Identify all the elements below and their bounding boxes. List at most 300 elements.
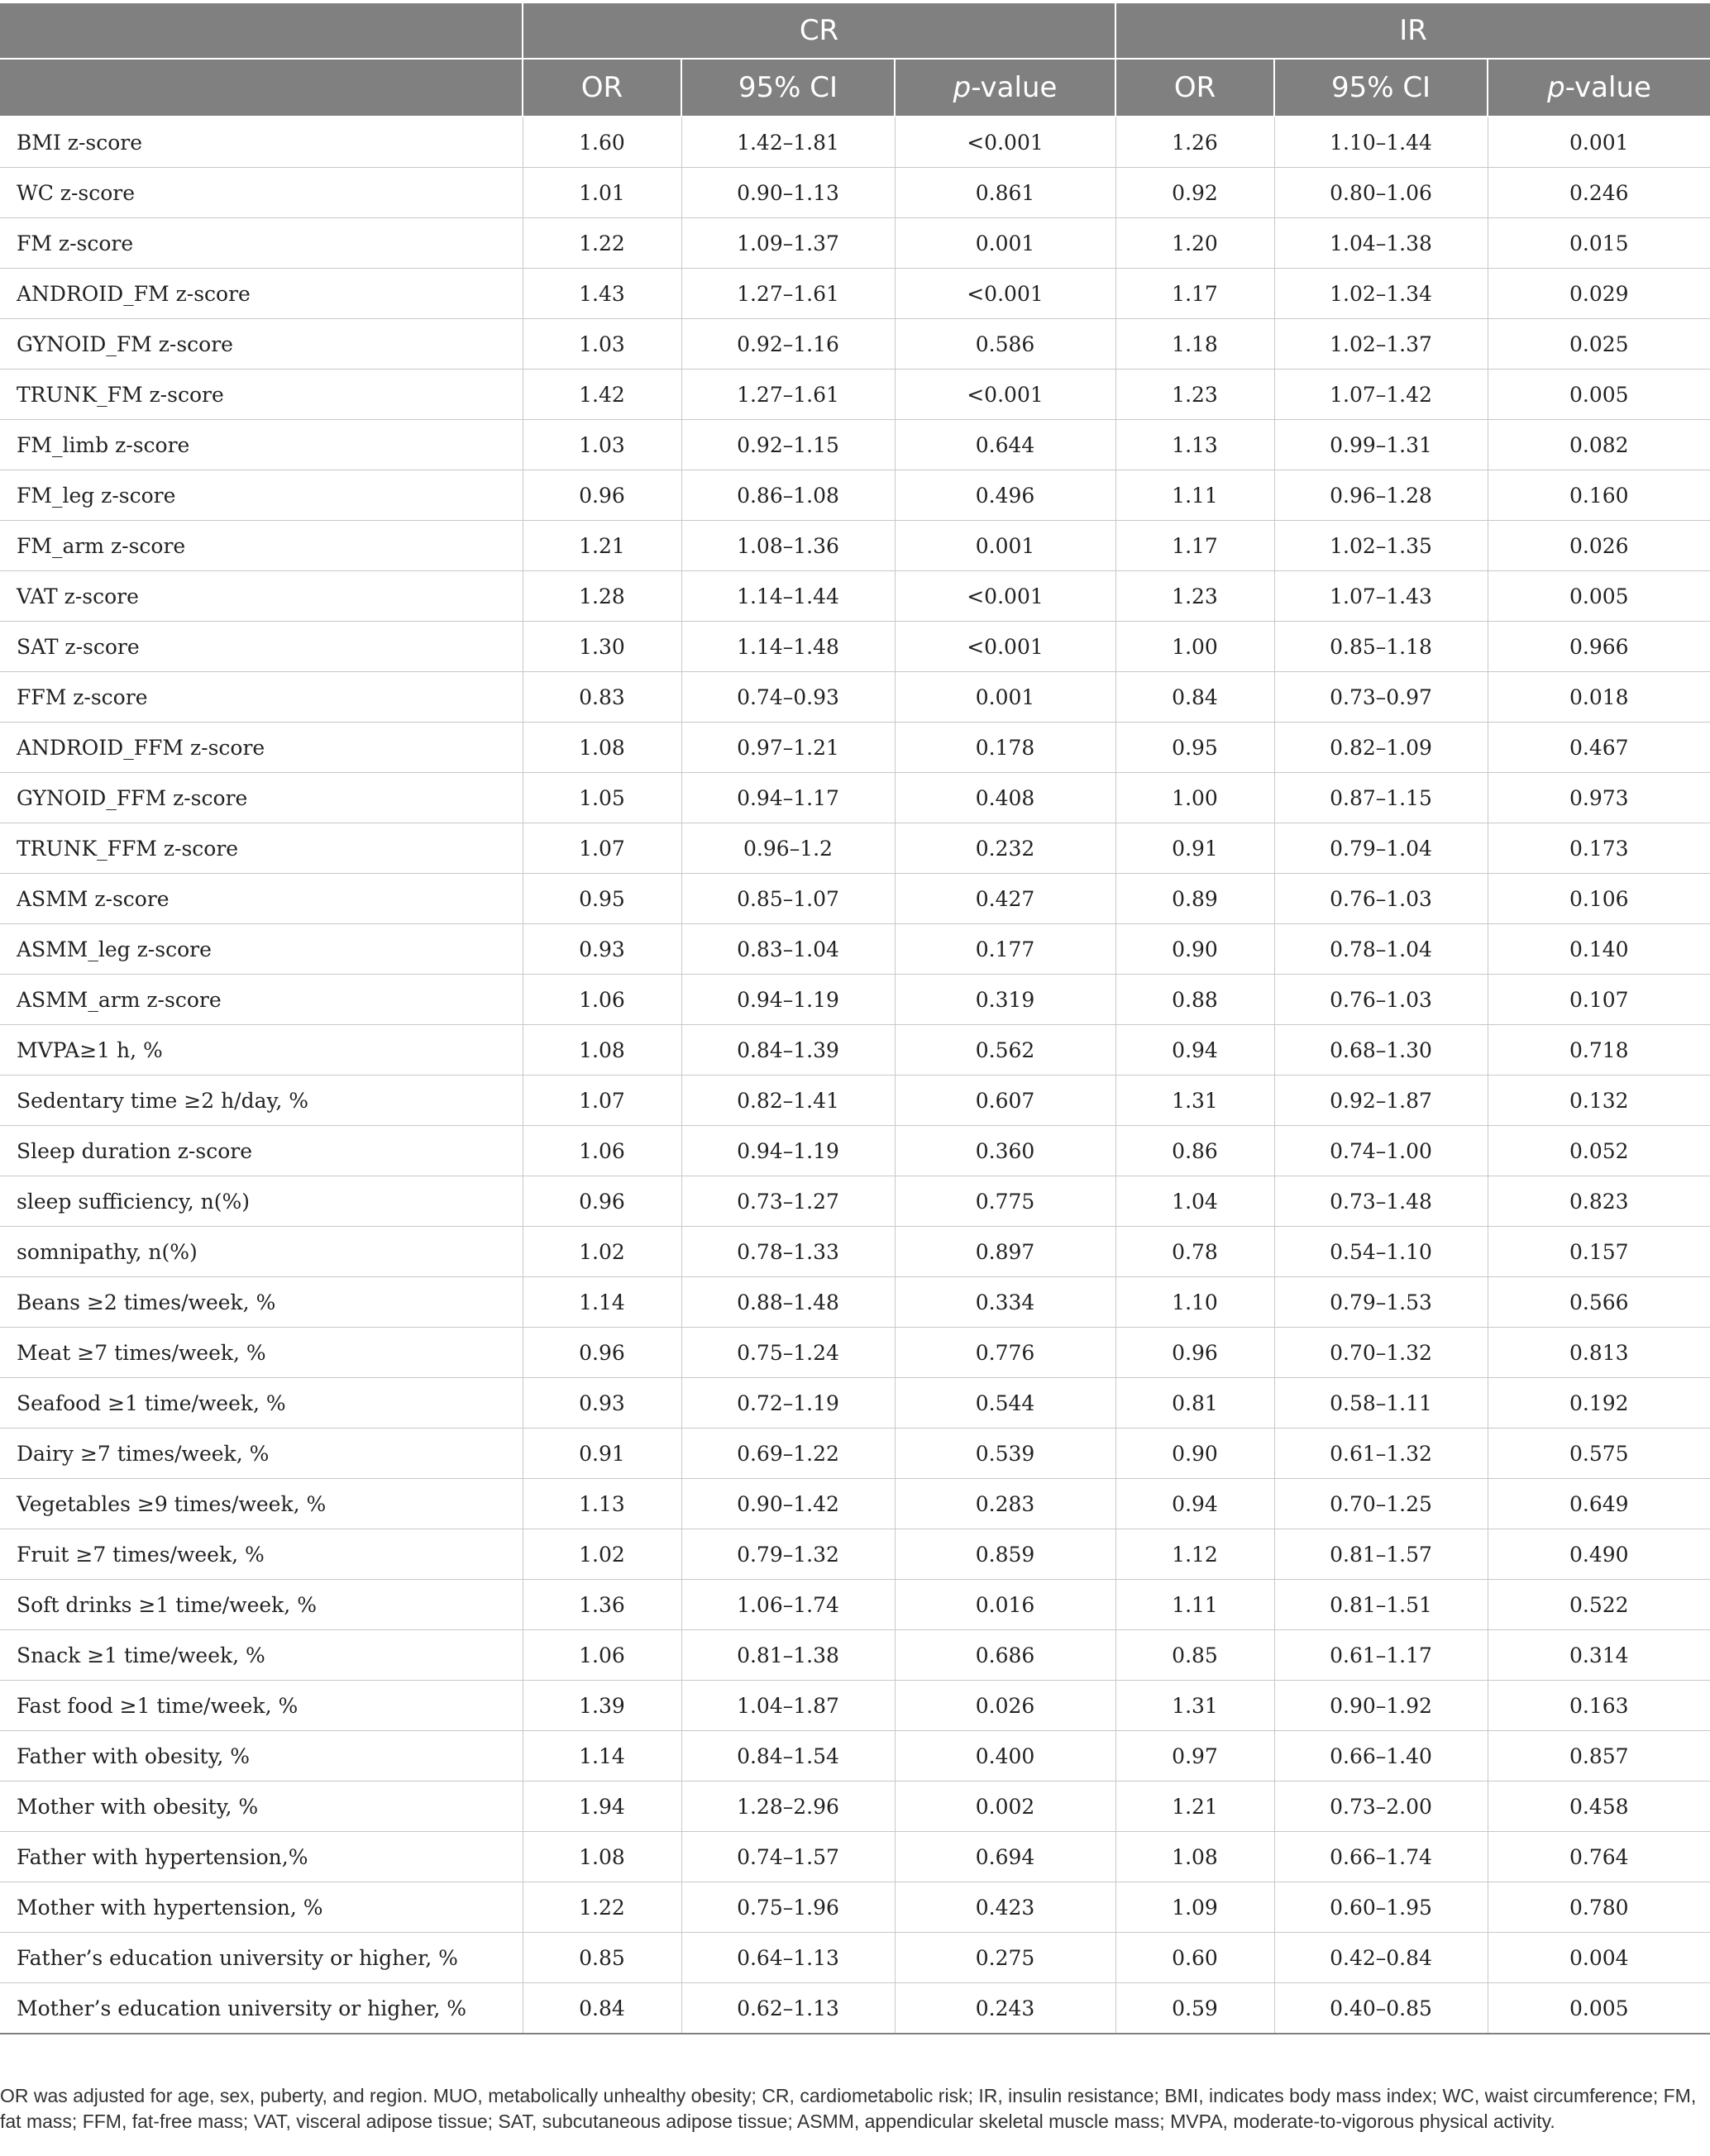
cr-ci-cell: 1.14–1.48: [681, 622, 895, 672]
cr-ci-cell: 0.92–1.15: [681, 420, 895, 470]
table-row: [0, 1176, 1710, 1227]
cr-ci-cell: 0.78–1.33: [681, 1227, 895, 1277]
cr-pvalue-cell: 0.861: [895, 168, 1115, 218]
cr-or-cell: 1.06: [523, 1126, 681, 1176]
table-row: [0, 1933, 1710, 1983]
cr-or-cell: 0.95: [523, 874, 681, 924]
ir-pvalue-cell: 0.458: [1488, 1782, 1710, 1832]
table-row: [0, 1025, 1710, 1076]
ir-pvalue-cell: 0.157: [1488, 1227, 1710, 1277]
cr-ci-cell: 0.69–1.22: [681, 1429, 895, 1479]
row-label-cell: MVPA≥1 h, %: [0, 1025, 523, 1076]
table-row: [0, 1076, 1710, 1126]
ir-ci-cell: 0.81–1.51: [1274, 1580, 1488, 1630]
ir-or-cell: 1.31: [1115, 1076, 1274, 1126]
ir-ci-cell: 0.73–1.48: [1274, 1176, 1488, 1227]
table-row: [0, 420, 1710, 470]
cr-ci-cell: 1.09–1.37: [681, 218, 895, 269]
table-body: [0, 117, 1710, 2034]
ir-or-cell: 0.59: [1115, 1983, 1274, 2034]
ir-pvalue-cell: 0.192: [1488, 1378, 1710, 1429]
ir-pvalue-cell: 0.132: [1488, 1076, 1710, 1126]
ir-pvalue-cell: 0.005: [1488, 571, 1710, 622]
table-row: [0, 1580, 1710, 1630]
cr-or-cell: 1.28: [523, 571, 681, 622]
ir-pvalue-cell: 0.490: [1488, 1529, 1710, 1580]
cr-pvalue-cell: 0.275: [895, 1933, 1115, 1983]
cr-ci-cell: 0.72–1.19: [681, 1378, 895, 1429]
cr-pvalue-cell: 0.232: [895, 823, 1115, 874]
ir-or-cell: 0.97: [1115, 1731, 1274, 1782]
cr-pvalue-cell: 0.360: [895, 1126, 1115, 1176]
table-row: [0, 319, 1710, 370]
cr-ci-cell: 1.28–2.96: [681, 1782, 895, 1832]
ir-or-cell: 0.92: [1115, 168, 1274, 218]
table-row: [0, 1681, 1710, 1731]
ir-ci-cell: 1.02–1.37: [1274, 319, 1488, 370]
ir-ci-cell: 0.76–1.03: [1274, 874, 1488, 924]
ir-or-cell: 0.94: [1115, 1025, 1274, 1076]
row-label-cell: Seafood ≥1 time/week, %: [0, 1378, 523, 1429]
row-label-cell: ANDROID_FFM z-score: [0, 723, 523, 773]
ir-pvalue-cell: 0.026: [1488, 521, 1710, 571]
ir-ci-cell: 0.76–1.03: [1274, 975, 1488, 1025]
cr-or-cell: 0.96: [523, 1176, 681, 1227]
ir-ci-cell: 1.10–1.44: [1274, 117, 1488, 168]
ir-pvalue-cell: 0.973: [1488, 773, 1710, 823]
table-row: [0, 622, 1710, 672]
ir-or-cell: 1.17: [1115, 269, 1274, 319]
ir-pvalue-cell: 0.082: [1488, 420, 1710, 470]
cr-ci-cell: 0.88–1.48: [681, 1277, 895, 1328]
header-ir-ci: 95% CI: [1274, 59, 1488, 117]
table-row: [0, 1882, 1710, 1933]
table-row: [0, 975, 1710, 1025]
cr-or-cell: 0.96: [523, 470, 681, 521]
table-row: [0, 1328, 1710, 1378]
row-label-cell: GYNOID_FFM z-score: [0, 773, 523, 823]
cr-or-cell: 1.03: [523, 319, 681, 370]
cr-or-cell: 1.07: [523, 1076, 681, 1126]
cr-pvalue-cell: <0.001: [895, 571, 1115, 622]
ir-or-cell: 1.11: [1115, 1580, 1274, 1630]
row-label-cell: Sedentary time ≥2 h/day, %: [0, 1076, 523, 1126]
cr-or-cell: 1.22: [523, 1882, 681, 1933]
ir-or-cell: 0.90: [1115, 924, 1274, 975]
cr-ci-cell: 0.75–1.24: [681, 1328, 895, 1378]
ir-ci-cell: 0.82–1.09: [1274, 723, 1488, 773]
table-row: [0, 1227, 1710, 1277]
cr-pvalue-cell: 0.539: [895, 1429, 1115, 1479]
cr-ci-cell: 0.84–1.54: [681, 1731, 895, 1782]
cr-or-cell: 1.05: [523, 773, 681, 823]
ir-pvalue-cell: 0.522: [1488, 1580, 1710, 1630]
ir-ci-cell: 0.85–1.18: [1274, 622, 1488, 672]
ir-or-cell: 0.84: [1115, 672, 1274, 723]
header-cr-or: OR: [523, 59, 681, 117]
row-label-cell: FM_leg z-score: [0, 470, 523, 521]
cr-pvalue-cell: 0.002: [895, 1782, 1115, 1832]
p-suffix: -value: [1564, 71, 1651, 104]
row-label-cell: Fast food ≥1 time/week, %: [0, 1681, 523, 1731]
cr-or-cell: 1.02: [523, 1529, 681, 1580]
ir-or-cell: 1.10: [1115, 1277, 1274, 1328]
cr-pvalue-cell: 0.562: [895, 1025, 1115, 1076]
row-label-cell: TRUNK_FFM z-score: [0, 823, 523, 874]
ir-pvalue-cell: 0.813: [1488, 1328, 1710, 1378]
row-label-cell: Sleep duration z-score: [0, 1126, 523, 1176]
cr-pvalue-cell: 0.016: [895, 1580, 1115, 1630]
ir-ci-cell: 0.90–1.92: [1274, 1681, 1488, 1731]
cr-pvalue-cell: 0.775: [895, 1176, 1115, 1227]
header-group-cr: CR: [523, 3, 1115, 59]
odds-ratio-table: [0, 3, 1710, 2034]
ir-pvalue-cell: 0.173: [1488, 823, 1710, 874]
cr-or-cell: 1.13: [523, 1479, 681, 1529]
row-label-cell: FFM z-score: [0, 672, 523, 723]
ir-ci-cell: 0.81–1.57: [1274, 1529, 1488, 1580]
ir-pvalue-cell: 0.004: [1488, 1933, 1710, 1983]
ir-ci-cell: 0.92–1.87: [1274, 1076, 1488, 1126]
cr-or-cell: 1.08: [523, 1832, 681, 1882]
ir-or-cell: 1.31: [1115, 1681, 1274, 1731]
ir-or-cell: 0.81: [1115, 1378, 1274, 1429]
ir-or-cell: 0.94: [1115, 1479, 1274, 1529]
row-label-cell: GYNOID_FM z-score: [0, 319, 523, 370]
ir-or-cell: 0.60: [1115, 1933, 1274, 1983]
table-row: [0, 470, 1710, 521]
row-label-cell: Dairy ≥7 times/week, %: [0, 1429, 523, 1479]
cr-ci-cell: 0.74–0.93: [681, 672, 895, 723]
ir-ci-cell: 0.61–1.32: [1274, 1429, 1488, 1479]
cr-or-cell: 1.39: [523, 1681, 681, 1731]
cr-pvalue-cell: 0.427: [895, 874, 1115, 924]
cr-pvalue-cell: 0.686: [895, 1630, 1115, 1681]
cr-pvalue-cell: 0.859: [895, 1529, 1115, 1580]
table-row: [0, 1126, 1710, 1176]
ir-pvalue-cell: 0.015: [1488, 218, 1710, 269]
cr-ci-cell: 1.06–1.74: [681, 1580, 895, 1630]
row-label-cell: SAT z-score: [0, 622, 523, 672]
ir-or-cell: 0.88: [1115, 975, 1274, 1025]
cr-ci-cell: 0.79–1.32: [681, 1529, 895, 1580]
cr-or-cell: 0.93: [523, 924, 681, 975]
ir-pvalue-cell: 0.029: [1488, 269, 1710, 319]
cr-pvalue-cell: 0.607: [895, 1076, 1115, 1126]
ir-ci-cell: 0.66–1.74: [1274, 1832, 1488, 1882]
cr-ci-cell: 0.86–1.08: [681, 470, 895, 521]
table-row: [0, 1378, 1710, 1429]
cr-ci-cell: 0.97–1.21: [681, 723, 895, 773]
row-label-cell: VAT z-score: [0, 571, 523, 622]
row-label-cell: Father with obesity, %: [0, 1731, 523, 1782]
row-label-cell: Fruit ≥7 times/week, %: [0, 1529, 523, 1580]
cr-or-cell: 1.01: [523, 168, 681, 218]
cr-or-cell: 1.14: [523, 1277, 681, 1328]
ir-pvalue-cell: 0.823: [1488, 1176, 1710, 1227]
table-row: [0, 823, 1710, 874]
table-row: [0, 773, 1710, 823]
ir-pvalue-cell: 0.107: [1488, 975, 1710, 1025]
p-suffix: -value: [971, 71, 1058, 104]
cr-pvalue-cell: 0.400: [895, 1731, 1115, 1782]
cr-or-cell: 0.85: [523, 1933, 681, 1983]
row-label-cell: ANDROID_FM z-score: [0, 269, 523, 319]
p-italic: p: [1547, 71, 1565, 104]
row-label-cell: Father with hypertension,%: [0, 1832, 523, 1882]
ir-ci-cell: 0.68–1.30: [1274, 1025, 1488, 1076]
table-row: [0, 1782, 1710, 1832]
cr-ci-cell: 1.14–1.44: [681, 571, 895, 622]
ir-pvalue-cell: 0.163: [1488, 1681, 1710, 1731]
table-row: [0, 723, 1710, 773]
ir-ci-cell: 1.07–1.43: [1274, 571, 1488, 622]
cr-pvalue-cell: 0.001: [895, 521, 1115, 571]
cr-ci-cell: 0.81–1.38: [681, 1630, 895, 1681]
row-label-cell: Vegetables ≥9 times/week, %: [0, 1479, 523, 1529]
table-row: [0, 1277, 1710, 1328]
ir-ci-cell: 0.80–1.06: [1274, 168, 1488, 218]
cr-ci-cell: 1.27–1.61: [681, 370, 895, 420]
ir-or-cell: 1.17: [1115, 521, 1274, 571]
ir-or-cell: 1.00: [1115, 773, 1274, 823]
cr-or-cell: 1.08: [523, 723, 681, 773]
ir-pvalue-cell: 0.246: [1488, 168, 1710, 218]
cr-or-cell: 1.07: [523, 823, 681, 874]
ir-ci-cell: 0.87–1.15: [1274, 773, 1488, 823]
ir-pvalue-cell: 0.314: [1488, 1630, 1710, 1681]
ir-ci-cell: 1.04–1.38: [1274, 218, 1488, 269]
header-ir-pvalue: [1488, 59, 1710, 117]
ir-ci-cell: 1.02–1.35: [1274, 521, 1488, 571]
row-label-cell: Soft drinks ≥1 time/week, %: [0, 1580, 523, 1630]
header-cr-ci: 95% CI: [681, 59, 895, 117]
row-label-cell: FM_limb z-score: [0, 420, 523, 470]
ir-or-cell: 1.11: [1115, 470, 1274, 521]
ir-ci-cell: 1.02–1.34: [1274, 269, 1488, 319]
ir-ci-cell: 0.40–0.85: [1274, 1983, 1488, 2034]
ir-ci-cell: 0.79–1.04: [1274, 823, 1488, 874]
cr-or-cell: 0.84: [523, 1983, 681, 2034]
cr-pvalue-cell: 0.177: [895, 924, 1115, 975]
cr-pvalue-cell: <0.001: [895, 117, 1115, 168]
header-ir-or: OR: [1115, 59, 1274, 117]
table-footnote: OR was adjusted for age, sex, puberty, and region. MUO, metabolically unhealthy obesity; CR, cardiometabolic risk; IR, insulin resistance; BMI, indicates body mass index; WC, waist circumference; FM, fat mass; FFM, fat-free mass; VAT, visceral adipose tissue; SAT, subcutaneous adipose tissue; ASMM, appendicular skeletal muscle mass; MVPA, moderate-to-vigorous physical activity.: [0, 2085, 1697, 2132]
table-row: [0, 924, 1710, 975]
ir-ci-cell: 0.78–1.04: [1274, 924, 1488, 975]
ir-pvalue-cell: 0.857: [1488, 1731, 1710, 1782]
cr-ci-cell: 1.04–1.87: [681, 1681, 895, 1731]
ir-pvalue-cell: 0.052: [1488, 1126, 1710, 1176]
row-label-cell: ASMM_leg z-score: [0, 924, 523, 975]
ir-pvalue-cell: 0.566: [1488, 1277, 1710, 1328]
header-label-cell: [0, 59, 523, 117]
ir-or-cell: 0.85: [1115, 1630, 1274, 1681]
ir-pvalue-cell: 0.966: [1488, 622, 1710, 672]
row-label-cell: FM z-score: [0, 218, 523, 269]
header-empty-cell: [0, 3, 523, 59]
cr-ci-cell: 1.42–1.81: [681, 117, 895, 168]
ir-ci-cell: 0.70–1.25: [1274, 1479, 1488, 1529]
ir-or-cell: 1.21: [1115, 1782, 1274, 1832]
ir-or-cell: 1.12: [1115, 1529, 1274, 1580]
row-label-cell: ASMM_arm z-score: [0, 975, 523, 1025]
cr-pvalue-cell: 0.319: [895, 975, 1115, 1025]
row-label-cell: BMI z-score: [0, 117, 523, 168]
cr-or-cell: 1.06: [523, 975, 681, 1025]
ir-or-cell: 1.18: [1115, 319, 1274, 370]
cr-or-cell: 1.03: [523, 420, 681, 470]
row-label-cell: Mother with hypertension, %: [0, 1882, 523, 1933]
cr-ci-cell: 1.08–1.36: [681, 521, 895, 571]
cr-pvalue-cell: <0.001: [895, 370, 1115, 420]
ir-ci-cell: 0.99–1.31: [1274, 420, 1488, 470]
table-row: [0, 874, 1710, 924]
table-row: [0, 1983, 1710, 2034]
cr-or-cell: 0.93: [523, 1378, 681, 1429]
table-row: [0, 370, 1710, 420]
ir-pvalue-cell: 0.005: [1488, 1983, 1710, 2034]
cr-pvalue-cell: 0.776: [895, 1328, 1115, 1378]
ir-or-cell: 0.86: [1115, 1126, 1274, 1176]
cr-pvalue-cell: 0.897: [895, 1227, 1115, 1277]
ir-ci-cell: 0.74–1.00: [1274, 1126, 1488, 1176]
ir-pvalue-cell: 0.001: [1488, 117, 1710, 168]
ir-or-cell: 1.08: [1115, 1832, 1274, 1882]
ir-or-cell: 0.96: [1115, 1328, 1274, 1378]
row-label-cell: ASMM z-score: [0, 874, 523, 924]
ir-or-cell: 0.89: [1115, 874, 1274, 924]
header-cr-pvalue: [895, 59, 1115, 117]
cr-ci-cell: 0.96–1.2: [681, 823, 895, 874]
cr-pvalue-cell: 0.496: [895, 470, 1115, 521]
cr-or-cell: 1.22: [523, 218, 681, 269]
cr-pvalue-cell: 0.026: [895, 1681, 1115, 1731]
cr-pvalue-cell: 0.644: [895, 420, 1115, 470]
table-row: [0, 1731, 1710, 1782]
row-label-cell: Meat ≥7 times/week, %: [0, 1328, 523, 1378]
table-row: [0, 1529, 1710, 1580]
ir-pvalue-cell: 0.140: [1488, 924, 1710, 975]
ir-pvalue-cell: 0.764: [1488, 1832, 1710, 1882]
table-row: [0, 672, 1710, 723]
cr-ci-cell: 0.94–1.17: [681, 773, 895, 823]
ir-or-cell: 1.26: [1115, 117, 1274, 168]
ir-ci-cell: 0.73–2.00: [1274, 1782, 1488, 1832]
cr-or-cell: 1.30: [523, 622, 681, 672]
table-row: [0, 168, 1710, 218]
table-row: [0, 1832, 1710, 1882]
cr-ci-cell: 0.90–1.13: [681, 168, 895, 218]
ir-pvalue-cell: 0.025: [1488, 319, 1710, 370]
ir-ci-cell: 0.70–1.32: [1274, 1328, 1488, 1378]
table-row: [0, 571, 1710, 622]
ir-or-cell: 1.09: [1115, 1882, 1274, 1933]
cr-or-cell: 1.43: [523, 269, 681, 319]
cr-pvalue-cell: 0.243: [895, 1983, 1115, 2034]
cr-pvalue-cell: 0.283: [895, 1479, 1115, 1529]
ir-or-cell: 1.04: [1115, 1176, 1274, 1227]
table-row: [0, 521, 1710, 571]
row-label-cell: TRUNK_FM z-score: [0, 370, 523, 420]
cr-pvalue-cell: 0.694: [895, 1832, 1115, 1882]
ir-or-cell: 1.00: [1115, 622, 1274, 672]
header-group-ir: IR: [1115, 3, 1710, 59]
cr-ci-cell: 0.62–1.13: [681, 1983, 895, 2034]
ir-pvalue-cell: 0.160: [1488, 470, 1710, 521]
ir-or-cell: 1.23: [1115, 370, 1274, 420]
cr-ci-cell: 0.73–1.27: [681, 1176, 895, 1227]
row-label-cell: WC z-score: [0, 168, 523, 218]
ir-ci-cell: 0.66–1.40: [1274, 1731, 1488, 1782]
ir-or-cell: 1.20: [1115, 218, 1274, 269]
ir-or-cell: 1.23: [1115, 571, 1274, 622]
cr-ci-cell: 0.75–1.96: [681, 1882, 895, 1933]
table-header: [0, 3, 1710, 117]
cr-ci-cell: 1.27–1.61: [681, 269, 895, 319]
cr-or-cell: 1.02: [523, 1227, 681, 1277]
cr-pvalue-cell: 0.001: [895, 218, 1115, 269]
row-label-cell: Father’s education university or higher, %: [0, 1933, 523, 1983]
table-row: [0, 269, 1710, 319]
cr-pvalue-cell: 0.544: [895, 1378, 1115, 1429]
table-row: [0, 1479, 1710, 1529]
ir-ci-cell: 0.73–0.97: [1274, 672, 1488, 723]
ir-ci-cell: 0.60–1.95: [1274, 1882, 1488, 1933]
ir-ci-cell: 0.96–1.28: [1274, 470, 1488, 521]
cr-ci-cell: 0.85–1.07: [681, 874, 895, 924]
cr-pvalue-cell: 0.586: [895, 319, 1115, 370]
row-label-cell: Mother’s education university or higher, %: [0, 1983, 523, 2034]
cr-ci-cell: 0.64–1.13: [681, 1933, 895, 1983]
row-label-cell: Beans ≥2 times/week, %: [0, 1277, 523, 1328]
row-label-cell: sleep sufficiency, n(%): [0, 1176, 523, 1227]
row-label-cell: somnipathy, n(%): [0, 1227, 523, 1277]
cr-ci-cell: 0.94–1.19: [681, 1126, 895, 1176]
cr-or-cell: 1.42: [523, 370, 681, 420]
cr-or-cell: 1.60: [523, 117, 681, 168]
table-row: [0, 218, 1710, 269]
cr-or-cell: 1.06: [523, 1630, 681, 1681]
ir-pvalue-cell: 0.467: [1488, 723, 1710, 773]
ir-pvalue-cell: 0.718: [1488, 1025, 1710, 1076]
cr-or-cell: 1.36: [523, 1580, 681, 1630]
cr-pvalue-cell: 0.408: [895, 773, 1115, 823]
cr-ci-cell: 0.90–1.42: [681, 1479, 895, 1529]
ir-ci-cell: 0.79–1.53: [1274, 1277, 1488, 1328]
table-row: [0, 1429, 1710, 1479]
ir-pvalue-cell: 0.649: [1488, 1479, 1710, 1529]
ir-ci-cell: 0.54–1.10: [1274, 1227, 1488, 1277]
cr-pvalue-cell: 0.001: [895, 672, 1115, 723]
ir-or-cell: 0.78: [1115, 1227, 1274, 1277]
ir-or-cell: 0.91: [1115, 823, 1274, 874]
cr-or-cell: 0.91: [523, 1429, 681, 1479]
cr-or-cell: 0.83: [523, 672, 681, 723]
cr-pvalue-cell: <0.001: [895, 622, 1115, 672]
ir-pvalue-cell: 0.780: [1488, 1882, 1710, 1933]
ir-or-cell: 0.95: [1115, 723, 1274, 773]
cr-ci-cell: 0.74–1.57: [681, 1832, 895, 1882]
cr-ci-cell: 0.92–1.16: [681, 319, 895, 370]
p-italic: p: [953, 71, 972, 104]
cr-pvalue-cell: 0.423: [895, 1882, 1115, 1933]
cr-or-cell: 1.21: [523, 521, 681, 571]
cr-pvalue-cell: 0.178: [895, 723, 1115, 773]
ir-ci-cell: 0.58–1.11: [1274, 1378, 1488, 1429]
cr-ci-cell: 0.84–1.39: [681, 1025, 895, 1076]
table-row: [0, 1630, 1710, 1681]
